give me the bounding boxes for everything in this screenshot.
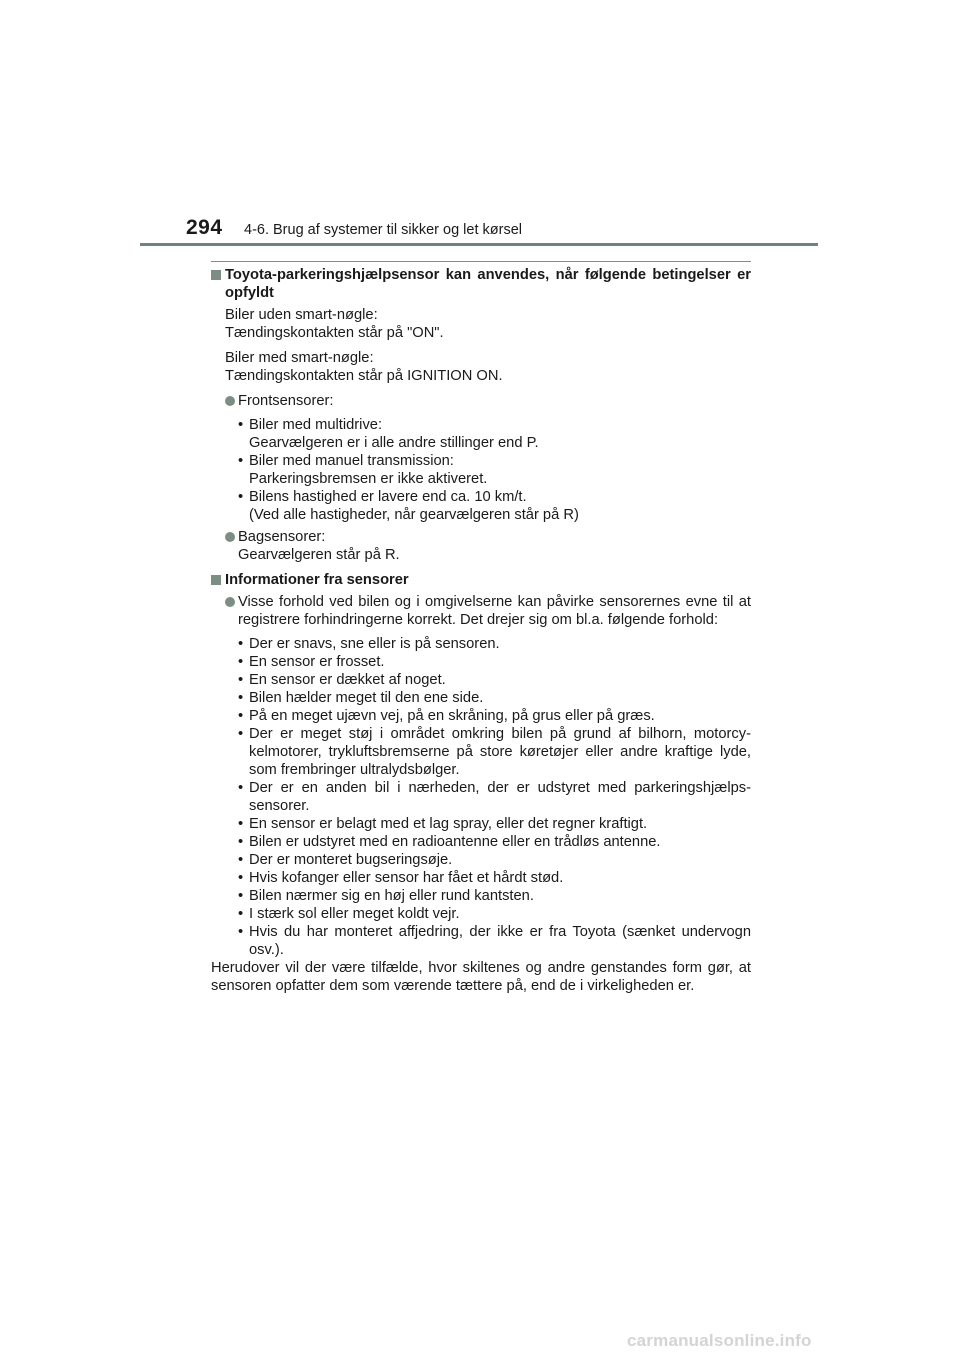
- list-item-text: I stærk sol eller meget koldt vejr.: [249, 906, 460, 922]
- list-item-text: Bilen er udstyret med en radioantenne eller en trådløs antenne.: [249, 834, 661, 850]
- text-line: Parkeringsbremsen er ikke aktiveret.: [249, 471, 488, 487]
- text-line: Biler med multidrive:: [249, 417, 383, 433]
- list-item-text: Hvis du har monteret affjedring, der ikke er fra Toyota (sænket undervogn osv.).: [249, 924, 751, 958]
- list-item: [211, 923, 751, 959]
- front-sensors-label: Frontsensorer:: [238, 393, 334, 409]
- list-item: [211, 452, 751, 488]
- section-heading-sensor-info: [211, 571, 751, 589]
- paragraph-smart-key: [211, 349, 751, 385]
- section-heading-text: Informationer fra sensorer: [225, 572, 409, 588]
- list-item: [211, 815, 751, 833]
- list-item: [211, 851, 751, 869]
- paragraph-no-smart-key: [211, 306, 751, 342]
- bullet-dot-icon: •: [238, 489, 244, 505]
- circle-bullet-icon: [225, 532, 235, 542]
- section-heading-conditions: [211, 266, 751, 302]
- bullet-dot-icon: •: [238, 726, 244, 742]
- circle-bullet-icon: [225, 597, 235, 607]
- header-divider: [140, 243, 818, 246]
- list-item: [211, 416, 751, 452]
- closing-paragraph: Herudover vil der være tilfælde, hvor skiltenes og andre genstandes form gør, at sensoren opfatter dem som værende tættere på, end de i virkeligheden er.: [211, 960, 751, 994]
- bullet-dot-icon: •: [238, 654, 244, 670]
- text-line: Biler uden smart-nøgle:: [225, 307, 378, 323]
- text-line: Bilens hastighed er lavere end ca. 10 km/t.: [249, 489, 527, 505]
- list-item: [211, 689, 751, 707]
- section-heading-text: Toyota-parkeringshjælpsensor kan anvendes, når følgende betingelser er opfyldt: [225, 267, 751, 301]
- list-item: [211, 653, 751, 671]
- list-item: [211, 671, 751, 689]
- bullet-dot-icon: •: [238, 816, 244, 832]
- bullet-dot-icon: •: [238, 834, 244, 850]
- list-item-text: Der er en anden bil i nærheden, der er udstyret med parkeringshjælps-sensorer.: [249, 780, 751, 814]
- list-item-text: Hvis kofanger eller sensor har fået et hårdt stød.: [249, 870, 564, 886]
- front-sensors-list: [211, 416, 751, 524]
- text-line: Biler med manuel transmission:: [249, 453, 454, 469]
- square-bullet-icon: [211, 575, 221, 585]
- list-item: [211, 779, 751, 815]
- bullet-dot-icon: •: [238, 690, 244, 706]
- section-divider: [211, 261, 751, 262]
- bullet-dot-icon: •: [238, 852, 244, 868]
- text-line: Biler med smart-nøgle:: [225, 350, 374, 366]
- bullet-dot-icon: •: [238, 636, 244, 652]
- text-line: Gearvælgeren står på R.: [238, 547, 400, 563]
- list-item: [211, 869, 751, 887]
- list-item-text: En sensor er dækket af noget.: [249, 672, 446, 688]
- list-item-text: En sensor er frosset.: [249, 654, 385, 670]
- watermark-text: carmanualsonline.info: [627, 1331, 812, 1350]
- list-item-text: Bilen nærmer sig en høj eller rund kantsten.: [249, 888, 534, 904]
- list-item: [211, 635, 751, 653]
- bullet-dot-icon: •: [238, 924, 244, 940]
- rear-sensors-item: [211, 528, 751, 564]
- sensor-conditions-list: [211, 635, 751, 959]
- bullet-dot-icon: •: [238, 888, 244, 904]
- page-number: 294: [186, 216, 223, 239]
- intro-text: Visse forhold ved bilen og i omgivelserne kan påvirke sensorernes evne til at registrere forhindringerne korrekt. Det drejer sig om bl.a. følgende forhold:: [238, 594, 751, 628]
- bullet-dot-icon: •: [238, 417, 244, 433]
- list-item-text: Bilen hælder meget til den ene side.: [249, 690, 484, 706]
- list-item: [211, 905, 751, 923]
- list-item: [211, 725, 751, 779]
- bullet-dot-icon: •: [238, 906, 244, 922]
- front-sensors-item: [211, 392, 751, 410]
- list-item-text: Der er snavs, sne eller is på sensoren.: [249, 636, 500, 652]
- list-item-text: På en meget ujævn vej, på en skråning, på grus eller på græs.: [249, 708, 655, 724]
- list-item-text: En sensor er belagt med et lag spray, eller det regner kraftigt.: [249, 816, 648, 832]
- bullet-dot-icon: •: [238, 708, 244, 724]
- bullet-dot-icon: •: [238, 870, 244, 886]
- bullet-dot-icon: •: [238, 453, 244, 469]
- chapter-title: 4-6. Brug af systemer til sikker og let kørsel: [244, 222, 522, 238]
- text-line: Tændingskontakten står på "ON".: [225, 325, 444, 341]
- text-line: Gearvælgeren er i alle andre stillinger end P.: [249, 435, 539, 451]
- page-content: [211, 266, 751, 995]
- text-line: (Ved alle hastigheder, når gearvælgeren står på R): [249, 507, 579, 523]
- list-item-text: Der er meget støj i området omkring bilen på grund af bilhorn, motorcy-kelmotorer, trykluftsbremserne på store køretøjer eller andre kraftige lyde, som frembringer ultralydsbølger.: [249, 726, 751, 778]
- rear-sensors-label: Bagsensorer:: [238, 529, 326, 545]
- bullet-dot-icon: •: [238, 780, 244, 796]
- text-line: Tændingskontakten står på IGNITION ON.: [225, 368, 503, 384]
- sensor-conditions-intro: [211, 593, 751, 629]
- list-item: [211, 887, 751, 905]
- list-item: [211, 707, 751, 725]
- list-item: [211, 833, 751, 851]
- list-item-text: Der er monteret bugseringsøje.: [249, 852, 453, 868]
- square-bullet-icon: [211, 270, 221, 280]
- circle-bullet-icon: [225, 396, 235, 406]
- bullet-dot-icon: •: [238, 672, 244, 688]
- list-item: [211, 488, 751, 524]
